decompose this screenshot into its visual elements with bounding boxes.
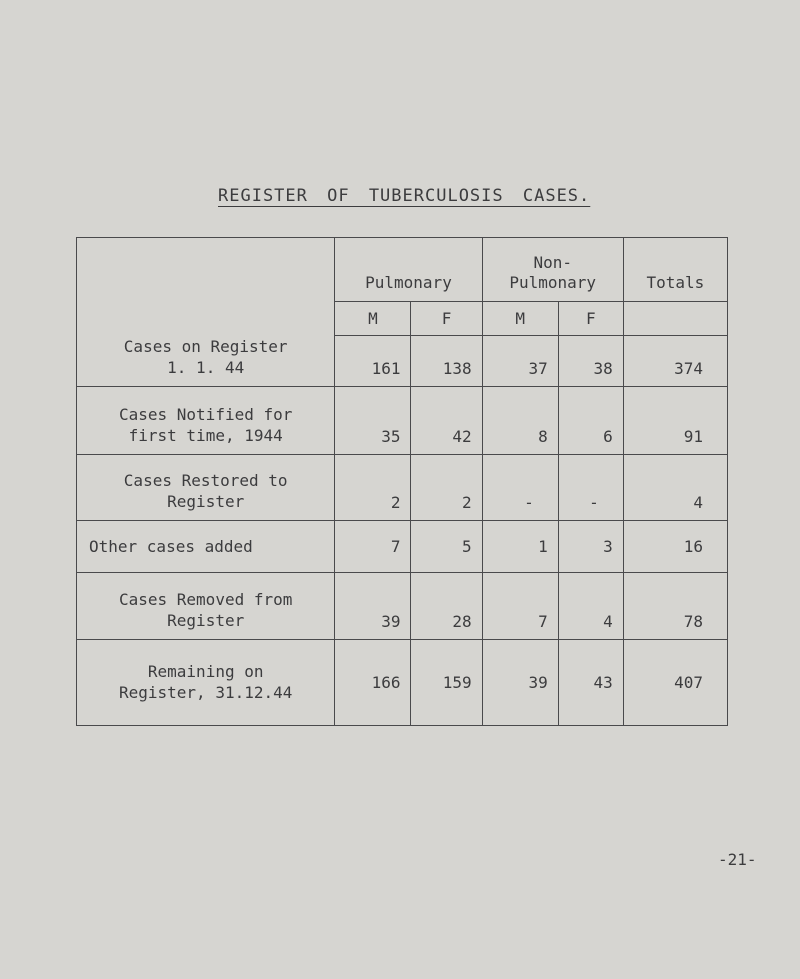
row-label-line2: Register: [167, 491, 245, 511]
cell-pulmonary-m: 7: [335, 520, 411, 572]
cell-total: 78: [623, 572, 727, 639]
row-label-line2: 1. 1. 44: [167, 357, 245, 377]
row-label-line1: Cases Notified for: [118, 404, 293, 424]
cell-non-pulmonary-m: 8: [482, 386, 558, 454]
subheader-blank-cell: [77, 302, 335, 336]
cell-pulmonary-m: 2: [335, 454, 411, 520]
row-label: [77, 520, 335, 572]
cell-non-pulmonary-f: 43: [558, 639, 623, 725]
cell-pulmonary-f: 138: [411, 336, 482, 387]
header-pulmonary-m: M: [335, 302, 411, 336]
header-non-pulmonary: [482, 238, 623, 302]
table-header-row: [77, 238, 728, 302]
page-number: -21-: [718, 850, 757, 869]
table-row: [77, 386, 728, 454]
page-title: REGISTER OF TUBERCULOSIS CASES.: [218, 186, 591, 206]
cell-pulmonary-f: 5: [411, 520, 482, 572]
header-totals-blank: [623, 302, 727, 336]
cell-pulmonary-m: 161: [335, 336, 411, 387]
cell-non-pulmonary-m: 39: [482, 639, 558, 725]
row-label-line2: Register, 31.12.44: [118, 683, 293, 702]
row-label-line1: Cases Restored to: [123, 470, 288, 490]
cell-non-pulmonary-m: 7: [482, 572, 558, 639]
cell-non-pulmonary-m: -: [482, 454, 558, 520]
row-label: [77, 336, 335, 387]
row-label-line1: Remaining on: [147, 662, 264, 681]
row-label: [77, 386, 335, 454]
cell-non-pulmonary-f: 38: [558, 336, 623, 387]
cell-non-pulmonary-f: 6: [558, 386, 623, 454]
cell-pulmonary-f: 159: [411, 639, 482, 725]
row-label: [77, 639, 335, 725]
cell-pulmonary-f: 28: [411, 572, 482, 639]
table-row: [77, 572, 728, 639]
cell-non-pulmonary-m: 1: [482, 520, 558, 572]
table-row: [77, 336, 728, 387]
header-non-pulmonary-m: M: [482, 302, 558, 336]
row-label-line2: first time, 1944: [128, 425, 283, 445]
row-label-line1: Cases Removed from: [118, 589, 293, 609]
cell-non-pulmonary-f: 4: [558, 572, 623, 639]
cell-pulmonary-f: 42: [411, 386, 482, 454]
row-label-line1: Other cases added: [89, 536, 253, 556]
header-blank-cell: [77, 238, 335, 302]
header-pulmonary-f: F: [411, 302, 482, 336]
cell-pulmonary-m: 166: [335, 639, 411, 725]
row-label: [77, 454, 335, 520]
cell-non-pulmonary-m: 37: [482, 336, 558, 387]
cell-total: 407: [623, 639, 727, 725]
cell-total: 91: [623, 386, 727, 454]
cell-non-pulmonary-f: 3: [558, 520, 623, 572]
cell-non-pulmonary-f: -: [558, 454, 623, 520]
header-totals: Totals: [623, 238, 727, 302]
cell-pulmonary-m: 35: [335, 386, 411, 454]
row-label-line2: Register: [167, 610, 245, 630]
table-row: [77, 639, 728, 725]
cell-pulmonary-m: 39: [335, 572, 411, 639]
tuberculosis-register-table: [76, 237, 728, 726]
header-pulmonary: Pulmonary: [335, 238, 482, 302]
header-non-pulmonary-line2: Pulmonary: [509, 273, 597, 292]
cell-total: 16: [623, 520, 727, 572]
row-label-line1: Cases on Register: [123, 336, 288, 356]
cell-total: 4: [623, 454, 727, 520]
table-subheader-row: [77, 302, 728, 336]
table-row: [77, 520, 728, 572]
row-label: [77, 572, 335, 639]
header-non-pulmonary-f: F: [558, 302, 623, 336]
cell-total: 374: [623, 336, 727, 387]
cell-pulmonary-f: 2: [411, 454, 482, 520]
table-row: [77, 454, 728, 520]
header-non-pulmonary-line1: Non-: [533, 253, 572, 272]
